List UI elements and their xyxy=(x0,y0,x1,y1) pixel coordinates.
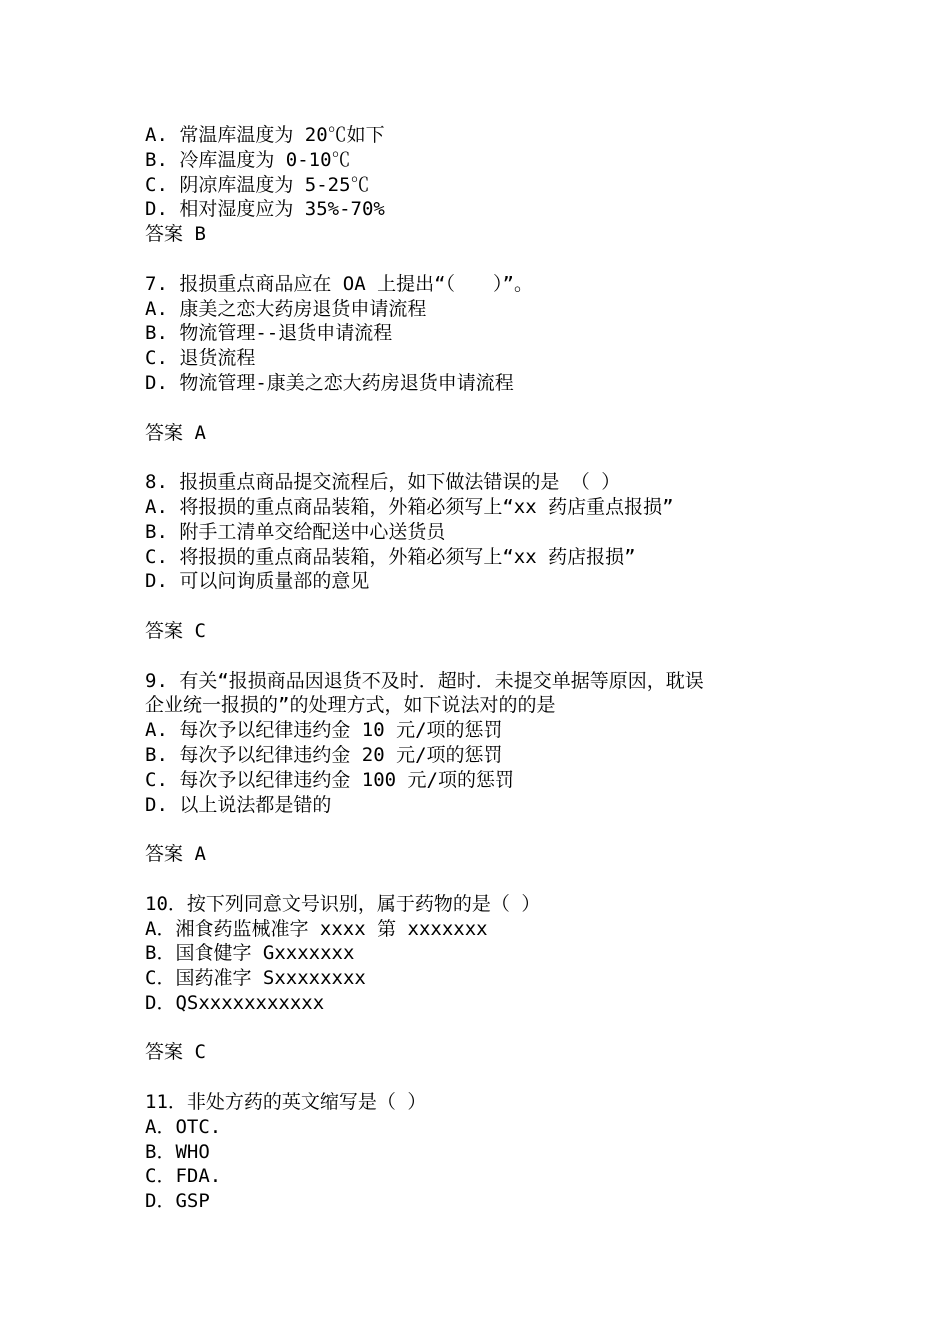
text-line: C. 阴凉库温度为 5-25℃ xyxy=(145,173,370,196)
text-line: 答案 C xyxy=(145,619,206,642)
text-line: D. 以上说法都是错的 xyxy=(145,793,332,816)
text-line: 答案 A xyxy=(145,843,206,866)
blank-line xyxy=(145,247,845,272)
blank-line xyxy=(145,867,845,892)
blank-line xyxy=(145,594,845,619)
text-line: B. 冷库温度为 0-10℃ xyxy=(145,148,351,171)
text-line: B. 附手工清单交给配送中心送货员 xyxy=(145,520,446,543)
text-line: D．QSxxxxxxxxxxx xyxy=(145,991,325,1014)
blank-line xyxy=(145,445,845,470)
text-line: A．湘食药监械准字 xxxx 第 xxxxxxx xyxy=(145,917,488,940)
blank-line xyxy=(145,817,845,842)
text-line: B. 物流管理--退货申请流程 xyxy=(145,322,393,345)
text-line: D. 相对湿度应为 35%-70% xyxy=(145,198,385,221)
text-line: 答案 C xyxy=(145,1041,206,1064)
text-line: 8. 报损重点商品提交流程后，如下做法错误的是 （ ） xyxy=(145,471,621,494)
text-line: C. 每次予以纪律违约金 100 元/项的惩罚 xyxy=(145,768,514,791)
text-line: A．OTC. xyxy=(145,1115,222,1138)
text-line: A. 将报损的重点商品装箱，外箱必须写上“xx 药店重点报损” xyxy=(145,495,674,518)
text-line: 9. 有关“报损商品因退货不及时．超时．未提交单据等原因，耽误 xyxy=(145,669,704,692)
text-line: A. 每次予以纪律违约金 10 元/项的惩罚 xyxy=(145,719,503,742)
text-line: 10．按下列同意文号识别，属于药物的是（ ） xyxy=(145,892,541,915)
text-line: B．国食健字 Gxxxxxxx xyxy=(145,942,355,965)
text-line: D. 可以问询质量部的意见 xyxy=(145,570,370,593)
text-line: 11．非处方药的英文缩写是（ ） xyxy=(145,1091,427,1114)
text-line: C. 将报损的重点商品装箱，外箱必须写上“xx 药店报损” xyxy=(145,545,636,568)
blank-line xyxy=(145,1065,845,1090)
text-line: 7. 报损重点商品应在 OA 上提出“（ ）”。 xyxy=(145,272,533,295)
text-line: A. 康美之恋大药房退货申请流程 xyxy=(145,297,427,320)
text-line: B．WHO xyxy=(145,1140,210,1163)
text-line: 企业统一报损的”的处理方式，如下说法对的的是 xyxy=(145,694,556,717)
text-line: A. 常温库温度为 20℃如下 xyxy=(145,124,385,146)
text-line: D．GSP xyxy=(145,1190,210,1213)
blank-line xyxy=(145,1016,845,1041)
text-line: C. 退货流程 xyxy=(145,347,256,370)
text-line: B. 每次予以纪律违约金 20 元/项的惩罚 xyxy=(145,743,503,766)
blank-line xyxy=(145,396,845,421)
text-line: D. 物流管理-康美之恋大药房退货申请流程 xyxy=(145,371,514,394)
text-line: 答案 B xyxy=(145,223,206,246)
text-line: C．FDA. xyxy=(145,1165,222,1188)
blank-line xyxy=(145,644,845,669)
text-line: C．国药准字 Sxxxxxxxx xyxy=(145,967,366,990)
document-page xyxy=(145,123,845,1214)
text-line: 答案 A xyxy=(145,421,206,444)
